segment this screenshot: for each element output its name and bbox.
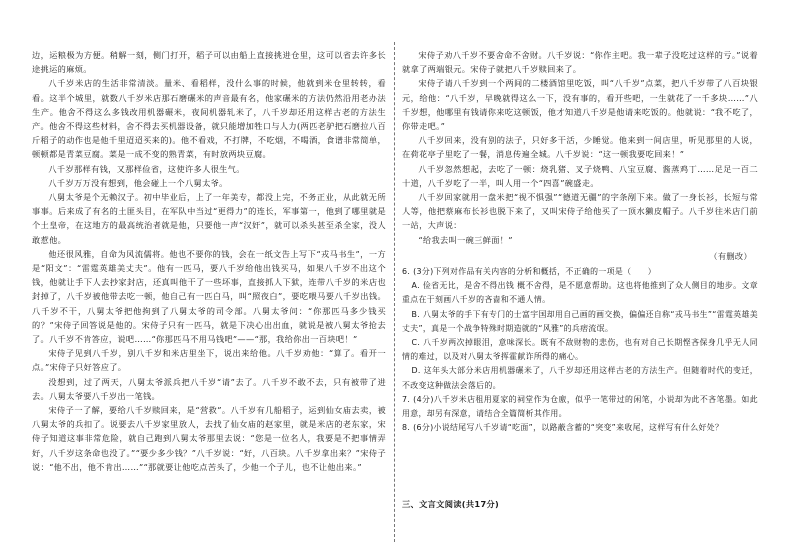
question-stem: 6. (3分)下列对作品有关内容的分析和概括，不正确的一项是（ ） bbox=[402, 267, 657, 277]
story-paragraph: 八千岁那样有钱，又那样俭省，这使许多人很生气。 bbox=[48, 163, 245, 174]
answer-option: D. 这年头大部分米店用机器碾米了，八千岁却还用这样古老的方法生产。但随着时代的变迁，不改变这种做法会落后的。 bbox=[402, 366, 758, 390]
story-paragraph: 八千岁回来，没有别的法子，只好多干活，少睡觉。他来到一间店里，听见那里的人说，在荷花亭子里吃了一餐，消息传遍全城。八千岁说：“这一顿我要吃回来！” bbox=[402, 135, 758, 160]
story-paragraph: 宋侍子劝八千岁不要舍命不舍财。八千岁说：“你作主吧。我一辈子没吃过这样的亏。”说着就拿了两端银元。宋侍子就把八千岁赎回来了。 bbox=[402, 50, 758, 75]
answer-option: B. 八舅太爷的手下有专门的士富宇国却用自己画的画交换，偏偏还自称“戎马书生”“雷霆英雄美丈夫”，真是一个战争特殊时期造就的“风雅”的兵痞流氓。 bbox=[402, 309, 758, 333]
story-paragraph: 没想到，过了两天，八舅太爷派兵把八千岁“请”去了。八千岁不敢不去，只有被带了进去。八舅太爷要八千岁出一笔钱。 bbox=[32, 376, 386, 401]
section-title: 三、文言文阅读(共17分) bbox=[402, 499, 500, 510]
story-paragraph: 八千岁回家就用一盘米把“视不惧强”“德道无疆”的字条剐下来。做了一身长衫，长短与常人等，他把蔡麻布长衫也脱下来了，又叫宋侍子给他买了一顶水獭皮帽子。八千岁往米店门前一站，大声说： bbox=[402, 192, 758, 231]
story-paragraph: 八千岁忽然想起，去吃了一顿：烧乳猪、叉子烧鸭、八宝豆腐、酱蒸鸡丁……足足一百二十道，八千岁吃了一半，叫人用一个“四喜”碗盛走。 bbox=[402, 163, 758, 188]
answer-space bbox=[402, 435, 758, 497]
column-divider bbox=[394, 42, 395, 542]
story-paragraph: 宋侍子请八千岁到一个两间的二楼酒馆里吃饭，叫“八千岁”点菜，把八千岁带了八百块银元，给他：“八千岁，早晚就得这么一下，没有事的，看开些吧，一生就花了一千多块……”八千岁想，他哪里有钱请你来吃这顿饭，他才知道八千岁是他请来吃饭的。他就说：“我不吃了，你带走吧。” bbox=[402, 78, 758, 132]
left-column bbox=[32, 48, 386, 540]
question-stem: 8. (6分)小说结尾写八千岁请“吃面”，以路蔽含蓄的“突变”来收尾，这样写有什么好处？ bbox=[402, 423, 724, 433]
story-paragraph: 他还很风雅，自命为风流儒将。他也不要你的钱，会在一纸文告上写下“戎马书生”，一方是“阳文”：“雷霆英雄美丈夫”。他有一匹马，要八千岁给他出钱买马，如果八千岁不出这个钱，他就让手下人去抄家封店，还真叫他干了一些坏事，直接抓人下狱，连带八千岁的米店也封掉了，八千岁被他带去吃一顿，他自己有一匹白马，叫“照夜白”，要吃喂马要八千岁出钱。八千岁不干，八舅太爷把他拘到了八舅太爷的司令部。八舅太爷问：“你那匹马多少钱买的？”宋侍子回答说是他的。宋侍子只有一匹马，就是下决心出出血，就说是被八舅太爷抢去了。八千岁不肯答应，说吧……“你那匹马不用马钱吧”——“那，我给你出一百块吧！” bbox=[32, 248, 386, 345]
story-paragraph: 边，运粮极为方便。稍解一刻，侧门打开，稻子可以由船上直接挑进仓里，这可以省去许多长途挑运的麻烦。 bbox=[32, 50, 386, 75]
story-paragraph: 八千岁万万没有想到，他会碰上一个八舅太爷。 bbox=[48, 177, 228, 188]
story-paragraph: 宋侍子见到八千岁，别八千岁和米店里坐下，说出来给他。八千岁劝他：“算了。看开一点。”宋侍子只好答应了。 bbox=[32, 348, 386, 373]
right-column bbox=[402, 48, 758, 540]
story-paragraph: “给我去叫一碗三鲜面！” bbox=[418, 234, 513, 245]
question-stem: 7. (4分)八千岁米店租用夏家的祠堂作为仓廒，似乎一笔带过的闲笔，小说却为此不吝笔墨。如此用意，却另有深意，请结合全篇简析其作用。 bbox=[402, 394, 758, 419]
answer-option: C. 八千岁两次掉眼泪，意味深长。既有不敌财物的悲伤，也有对自己长期悭吝保身几乎无人同情的难过，以及对八舅太爷挥霍献诈所得的痛心。 bbox=[402, 338, 758, 362]
answer-option: A. 俭省无比，是舍不得出钱 概不舍得，是不愿意帮助。这也将他推到了众人侧目的地步。文章重点在于刻画八千岁的吝啬和不通人情。 bbox=[402, 281, 758, 305]
source-note: （有删改） bbox=[709, 250, 752, 261]
story-paragraph: 八千岁米店的生活非常清淡。量米、看稻样，没什么事的时候，他就到米仓里转转，看看。这半个城里，就数八千岁米店那石磨碾米的声音最有名，他家碾米的方法仍然沿用老办法生产。他舍不得这么多钱改用机器碾米，夜间机器轧米了，八千岁却还用这样古老的方法生产。他舍不得这些材料，舍不得去买机器设备，就只能增加牲口与人力(两匹老驴把石磨拉八百斤稻子的动作也是他千里迢迢买来的)。他不看戏，不打牌，不吃烟，不喝酒，食谱非常简单，顿顿都是青菜豆腐。菜是一成不变的熟青菜，有时放两块豆腐。 bbox=[32, 78, 386, 160]
story-paragraph: 宋侍子一了解，要给八千岁赎回来，是“营救”。八千岁有几船稻子，运到仙女庙去卖，被八舅太爷的兵扣了。说要去八千岁家里放人，去找了仙女庙的赵家里，就是米店的老东家，宋侍子知道这事非常危险，就自己跑到八舅太爷那里去说：“您是一位名人，我要是不把事情弄好，八千岁这条命也没了。”“要少多少钱？”八千岁说：“好，八百块。八千岁拿出来？”宋侍子说：“他不出，他不肯出……”“那就要让他吃点苦头了，少他一个子儿，也不让他出来。” bbox=[32, 405, 386, 472]
story-paragraph: 八舅太爷是个无赖汉子。初中毕业后，上了一年美专，都没上完，不务正业，从此就无所事事。后来成了有名的土匪头目，在军队中当过“更得力”的连长，军事第一，他到了哪里就是个土皇帝，在这地方的最高统治者就是他，只要他一声“汉奸”，就可以杀头甚至杀全家，没人敢惹他。 bbox=[32, 192, 386, 245]
